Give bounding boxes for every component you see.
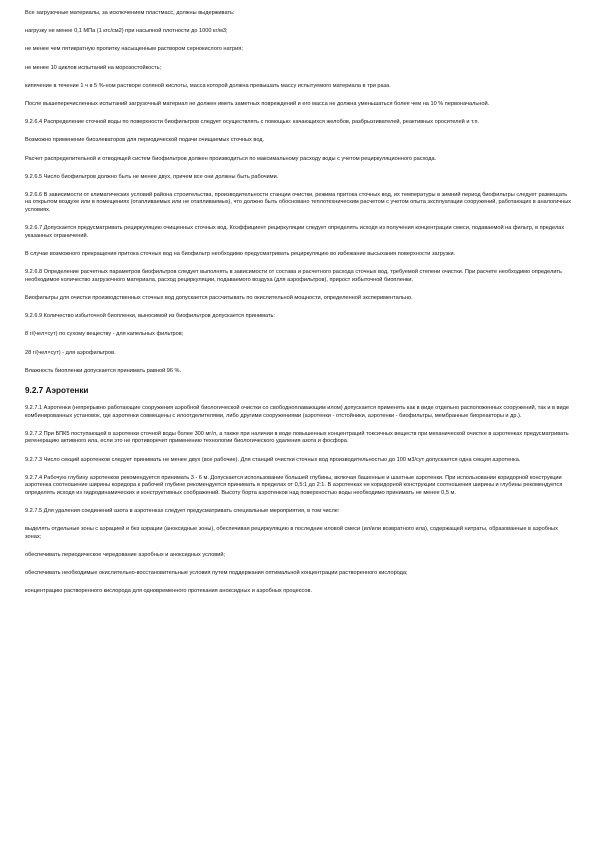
paragraph: 28 г/(чел×сут) - для аэрофильтров. (25, 349, 116, 356)
paragraph: 9.2.7.1 Аэротенки (непрерывно работающие сооружения аэробной биологической очистки со свободноплавающим илом) допускается применять как в виде отдельно расположенных сооружений, так и в виде комбинированных установок, где аэротенки совмещены с илоотделителями, либо другими сооружениями (аэротенки - отстойники, аэротенки - биофильтры, мембранные биореакторы и др.). (25, 404, 570, 419)
paragraph: кипячение в течение 1 ч в 5 %-ном растворе соляной кислоты, масса которой должна превышать массу испытуемого материала в три раза. (25, 82, 391, 89)
paragraph: не менее чем пятикратную пропитку насыщенным раствором сернокислого натрия; (25, 46, 243, 53)
paragraph: обеспечивать периодическое чередование аэробных и аноксидных условий; (25, 552, 226, 559)
paragraph: Влажность биопленки допускается принимать равной 96 %. (25, 367, 182, 374)
paragraph: 9.2.6.4 Распределение сточной воды по поверхности биофильтров следует осуществлять с помощью: качающихся желобов, разбрызгивателей, реактивных оросителей и т.п. (25, 119, 480, 126)
paragraph: 9.2.6.5 Число биофильтров должно быть не менее двух, причем все они должны быть рабочими. (25, 173, 279, 180)
document-page (25, 10, 573, 607)
paragraph: обеспечивать необходимые окислительно-восстановительные условия путем поддержания оптимальной концентрации растворенного кислорода; (25, 570, 408, 577)
paragraph: 9.2.6.9 Количество избыточной биопленки, выносимой из биофильтров допускается принимать: (25, 313, 275, 320)
paragraph: 9.2.7.4 Рабочую глубину аэротенков рекомендуется принимать 3 - 6 м. Допускается использование большей глубины, включая башенные и шахтные аэротенки. При использовании коридорной конструкции аэротенка соотношение ширины коридора к рабочей глубине рекомендуется принимать в пределах от 0,5:1 до 2:1. В аэротенках не коридорной конструкции соотношения ширины и глубины рекомендуется определять исходя из гидродинамических и конструктивных соображений. Высоту борта аэротенков над поверхностью воды необходимо принимать не менее 0,5 м. (25, 474, 563, 496)
paragraph: 9.2.7.5 Для удаления соединений азота в аэротенках следует предусматривать специальные мероприятия, в том числе: (25, 508, 340, 515)
paragraph: В случае возможного прекращения притока сточных вод на биофильтр необходимо предусматривать рециркуляцию во избежание высыхания поверхности загрузки. (25, 251, 456, 258)
paragraph: Расчет распределительной и отводящей систем биофильтров должен производиться по максимальному расходу воды с учетом рециркуляционного расхода. (25, 155, 437, 162)
paragraph: 8 г/(чел×сут) по сухому веществу - для капельных фильтров; (25, 331, 184, 338)
paragraph: выделять отдельные зоны с аэрацией и без аэрации (аноксидные зоны), обеспечивая рециркуляцию в последние иловой смеси (ил/или возвратного ила), содержащей нитраты, образованные в аэробных зонах; (25, 526, 558, 540)
paragraph: нагрузку не менее 0,1 МПа (1 кгс/см2) при насыпной плотности до 1000 кг/м3; (25, 28, 228, 35)
paragraph: 9.2.6.7 Допускается предусматривать рециркуляцию очищенных сточных вод. Коэффициент рециркуляции следует определять исходя из получения концентрации смеси, подаваемой на фильтр, в пределах указанных ограничений. (25, 225, 565, 239)
paragraph: 9.2.6.8 Определение расчетных параметров биофильтров следует выполнять в зависимости от состава и расчетного расхода сточных вод, требуемой степени очистки. При расчете необходимо определить необходимое количество загрузочного материала, расход рециркуляции, подаваемого воздуха (для аэрофильтров), прирост избыточной биопленки. (25, 269, 562, 283)
paragraph: Все загрузочные материалы, за исключением пластмасс, должны выдерживать: (25, 10, 235, 16)
paragraph: не менее 10 циклов испытаний на морозостойкость; (25, 64, 162, 71)
paragraph: 9.2.7.3 Число секций аэротенков следует принимать не менее двух (все рабочие). Для станций очистки сточных вод производительностью до 100 м3/сут допускается одна секция аэротенка. (25, 456, 521, 463)
paragraph: Биофильтры для очистки производственных сточных вод допускается рассчитывать по окислительной мощности, определенной экспериментально. (25, 295, 413, 301)
paragraph: 9.2.7.2 При БПК5 поступающей в аэротенки сточной воды более 300 мг/л, а также при наличии в воде повышенных концентраций токсичных веществ при механической очистке в аэротенках предусматривать регенерацию активного ила, если это не противоречит применению технологии биологического удаления азота и фосфора. (25, 430, 569, 445)
paragraph: После вышеперечисленных испытаний загрузочный материал не должен иметь заметных повреждений и его масса не должна уменьшаться более чем на 10 % первоначальной. (25, 100, 490, 107)
paragraph: 9.2.6.6 В зависимости от климатических условий района строительства, производительности станции очистки, режима притока сточных вод, их температуры в зимний период биофильтры следует размещать на открытом воздухе или в помещениях (отапливаемых или не отапливаемых), что должно быть обосновано теплотехническим расчетом с учетом опыта эксплуатации сооружений, работающих в аналогичных условиях. (25, 191, 572, 214)
paragraph: концентрацию растворенного кислорода для одновременного протекания аноксидных и аэробных процессов. (25, 588, 313, 595)
section-heading: 9.2.7 Аэротенки (25, 385, 89, 395)
paragraph: Возможно применение биоэлеваторов для периодической подачи очищаемых сточных вод. (25, 137, 265, 144)
